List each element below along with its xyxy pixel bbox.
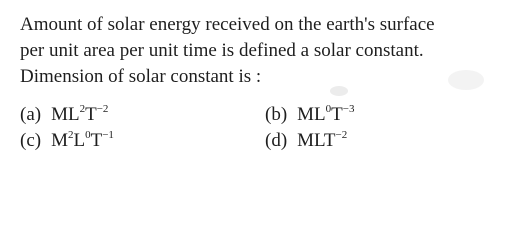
question-line-3: Dimension of solar constant is :	[20, 66, 262, 87]
option-b-base2: T	[331, 104, 343, 125]
option-c-label: (c)	[20, 130, 42, 151]
option-a-exp2: −2	[96, 102, 109, 115]
scan-smudge	[448, 70, 484, 90]
option-b[interactable]	[265, 104, 354, 126]
option-a-label: (a)	[20, 104, 42, 125]
option-c-exp1: 0	[85, 128, 91, 141]
option-b-exp1: 0	[325, 102, 332, 115]
option-d[interactable]	[265, 130, 347, 152]
option-c-base1: L	[73, 130, 86, 151]
option-a-base1: ML	[51, 104, 80, 125]
option-d-base1: MLT	[297, 130, 336, 151]
option-b-base1: ML	[297, 104, 326, 125]
scan-smudge	[330, 86, 348, 96]
option-a-base2: T	[85, 104, 97, 125]
question-line-1: Amount of solar energy received on the earth's surface	[20, 14, 435, 35]
option-a[interactable]	[20, 104, 108, 126]
option-b-exp2: −3	[342, 102, 355, 115]
option-c-base2: T	[90, 130, 103, 151]
option-d-label: (d)	[265, 130, 288, 151]
option-a-exp1: 2	[79, 102, 86, 115]
question-line-2: per unit area per unit time is defined a solar constant.	[20, 40, 424, 61]
option-c-exp0: 2	[68, 128, 74, 141]
option-b-label: (b)	[265, 104, 288, 125]
option-c-base0: M	[51, 130, 68, 151]
option-c-exp2: −1	[102, 128, 114, 141]
option-d-exp1: −2	[335, 128, 348, 141]
option-c[interactable]	[20, 130, 114, 152]
